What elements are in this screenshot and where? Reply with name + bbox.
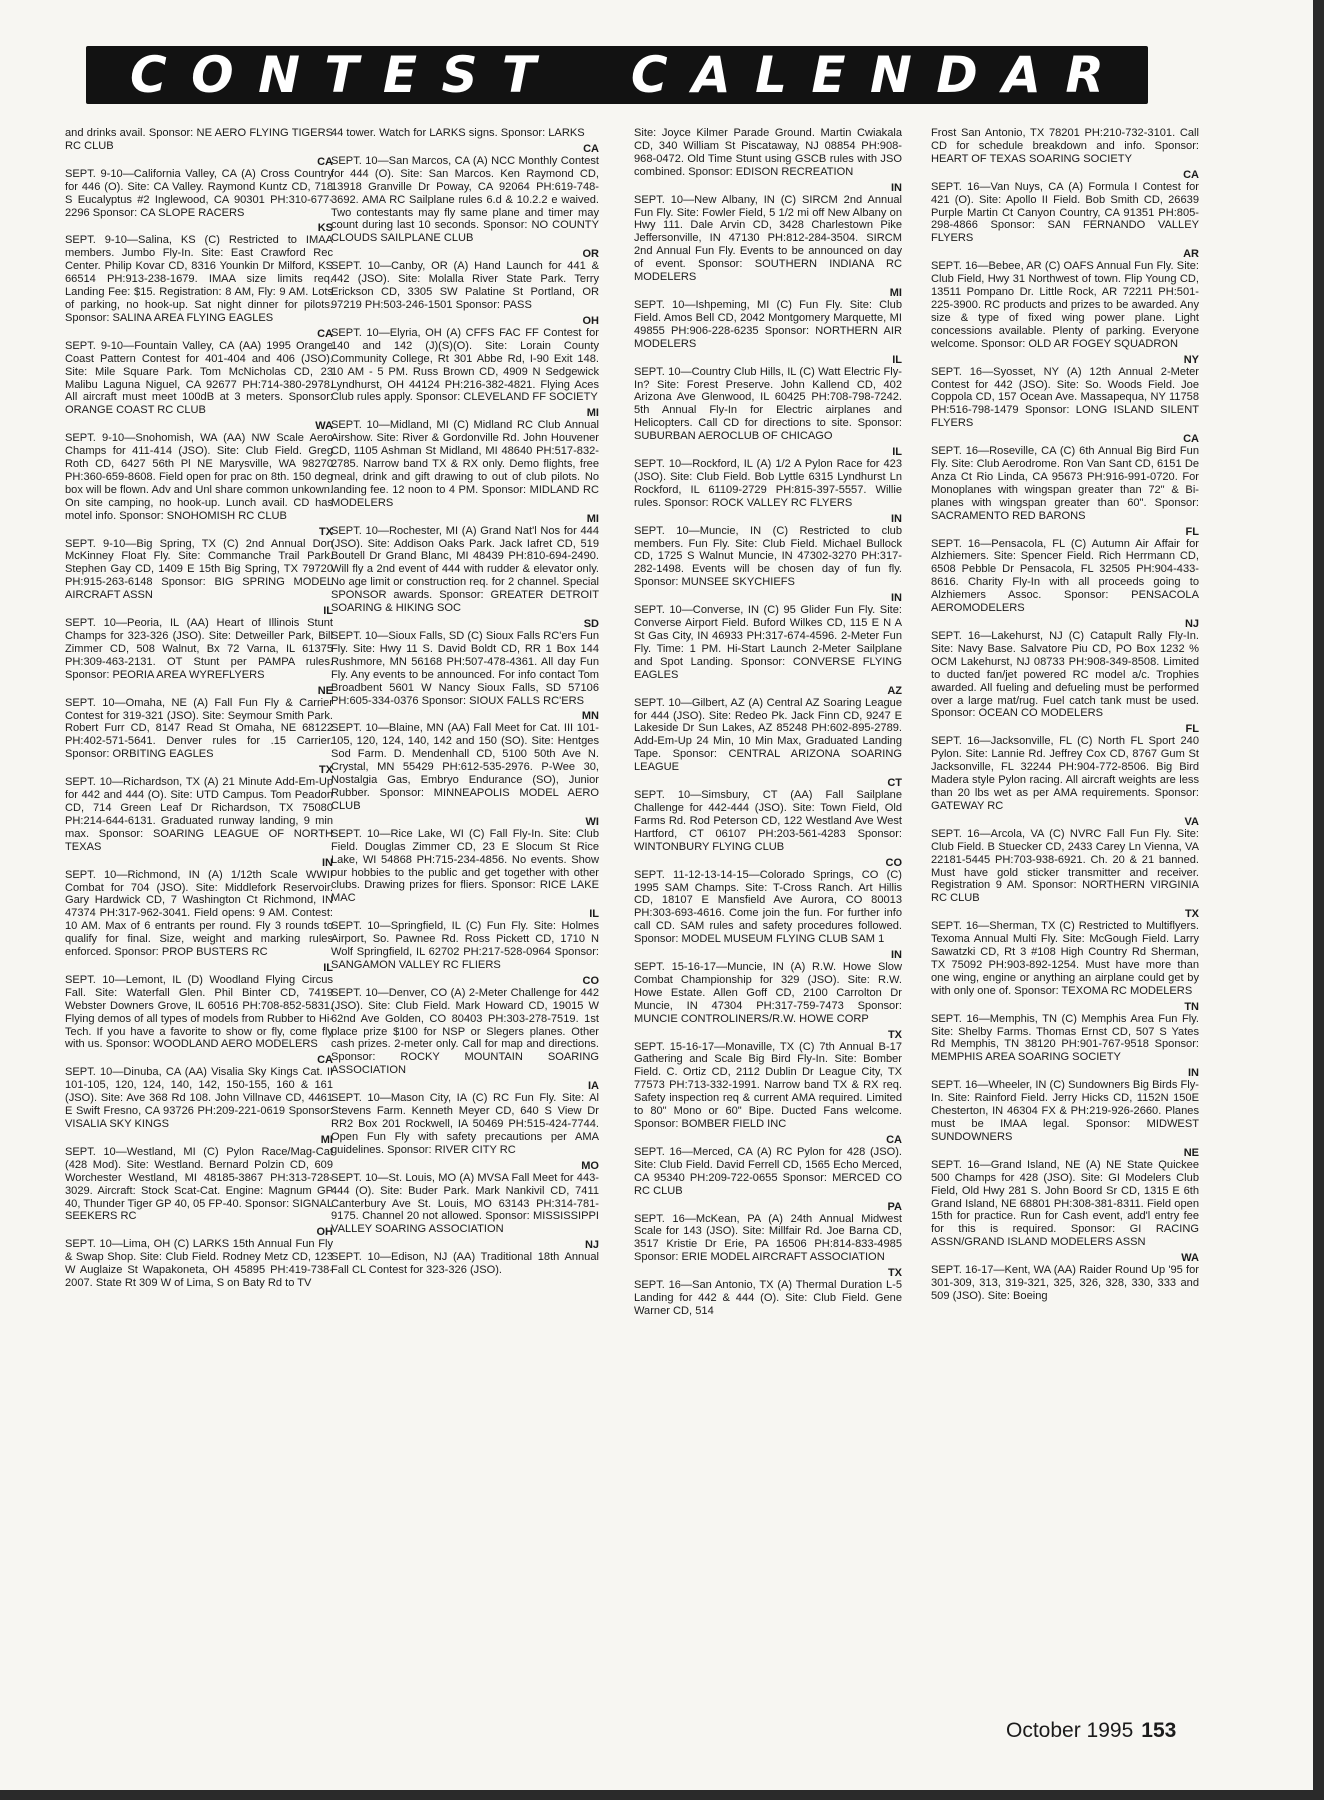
state-heading: MN xyxy=(581,710,599,723)
contest-entry: SEPT. 10—New Albany, IN (C) SIRCM 2nd Annual Fun Fly. Site: Fowler Field, 5 1/2 mi off New Albany on Hwy 111. Dale Arvin CD, 3428 Charlestown Pike Jeffersonville, IN 47130 PH:812-284-3504. SIRCM 2nd Annual Fun Fly. Events to be announced on day of event. Sponsor: SOUTHERN INDIANA RC MODELERS xyxy=(634,193,902,284)
state-heading: TX xyxy=(318,764,333,777)
state-heading: NE xyxy=(317,684,333,697)
contest-entry: SEPT. 10—Edison, NJ (AA) Traditional 18th Annual Fall CL Contest for 323-326 (JSO). xyxy=(331,1251,599,1277)
state-heading: AR xyxy=(1183,248,1199,261)
state-heading: IL xyxy=(323,605,333,618)
contest-entry: SEPT. 10—Dinuba, CA (AA) Visalia Sky Kings Cat. II 101-105, 120, 124, 140, 142, 150-155, 160 & 161 (JSO). Site: Ave 368 Rd 108. John Villnave CD, 4461 E Swift Fresno, CA 93726 PH:209-221-0619 Sponsor: VISALIA SKY KINGS xyxy=(65,1066,333,1130)
contest-entry: SEPT. 10—Elyria, OH (A) CFFS FAC FF Contest for 140 and 142 (J)(S)(O). Site: Lorain County Community College, Rt 301 Abbe Rd, I-90 Exit 148. 10 AM - 5 PM. Russ Brown CD, 4909 N Sedgewick Lyndhurst, OH 44124 PH:216-382-4821. Flying Aces Club rules apply. Sponsor: CLEVELAND FF SOCIETY xyxy=(331,326,599,404)
state-heading: IN xyxy=(891,592,902,605)
state-heading: IN xyxy=(891,949,902,962)
state-heading: CA xyxy=(317,155,333,168)
contest-entry: 44 tower. Watch for LARKS signs. Sponsor: LARKS xyxy=(331,127,585,139)
contest-entry: SEPT. 10—Blaine, MN (AA) Fall Meet for Cat. III 101-105, 120, 124, 140, 142 and 150 (SO). Site: Hentges Sod Farm. D. Mendenhall CD, 5100 50th Ave N. Crystal, MN 55429 PH:612-535-2976. P-Wee 30, Nostalgia Gas, Embryo Endurance (SO), Junior Rubber. Sponsor: MINNEAPOLIS MODEL AERO CLUB xyxy=(331,722,599,812)
contest-entry: SEPT. 10—Denver, CO (A) 2-Meter Challenge for 442 (JSO). Site: Club Field. Mark Howard CD, 19015 W 62nd Ave Golden, CO 80403 PH:303-278-7519. 1st place prize $100 for NSP or Slegers planes. Other cash prizes. 2-meter only. Call for map and directions. Sponsor: ROCKY MOUNTAIN SOARING ASSOCIATION xyxy=(331,986,599,1077)
state-heading: SD xyxy=(583,618,599,630)
page-footer xyxy=(1006,1719,1176,1743)
state-heading: CA xyxy=(886,1133,902,1146)
state-heading: OH xyxy=(582,314,599,327)
state-heading: CO xyxy=(885,856,902,869)
contest-entry: SEPT. 16—Syosset, NY (A) 12th Annual 2-Meter Contest for 442 (JSO). Site: So. Woods Field. Joe Coppola CD, 157 Ocean Ave. Massapequa, NY 11758 PH:516-798-1479 Sponsor: LONG ISLAND SILENT FLYERS xyxy=(931,365,1199,430)
state-heading: MO xyxy=(581,1159,599,1172)
contest-entry: SEPT. 16—Wheeler, IN (C) Sundowners Big Birds Fly-In. Site: Rainford Field. Jerry Hicks CD, 1152N 150E Chesterton, IN 46304 FX & PH:219-926-2660. Planes must be IMAA legal. Sponsor: MIDWEST SUNDOWNERS xyxy=(931,1079,1199,1143)
state-heading: NE xyxy=(1183,1146,1199,1159)
state-heading: CA xyxy=(317,1054,333,1067)
state-heading: TX xyxy=(1184,908,1199,921)
contest-entry: SEPT. 10—Springfield, IL (C) Fun Fly. Site: Holmes Airport, So. Pawnee Rd. Ross Pickett CD, 1710 N Wolf Springfield, IL 62702 PH:217-528-0964 Sponsor: SANGAMON VALLEY RC FLIERS xyxy=(331,920,599,971)
state-heading: PA xyxy=(887,1200,902,1213)
contest-entry: SEPT. 9-10—Snohomish, WA (AA) NW Scale Aero Champs for 411-414 (JSO). Site: Club Field. Greg Roth CD, 6427 56th Pl NE Marysville, WA 98270 PH:360-659-8608. Field open for prac on 8th. 150 deg box will be flown. Adv and Unl share common unkown. On site camping, no hook-up. Lunch avail. CD has motel info. Sponsor: SNOHOMISH RC CLUB xyxy=(65,432,333,522)
contest-entry: SEPT. 10—Westland, MI (C) Pylon Race/Mag-Cat (428 Mod). Site: Westland. Bernard Polzin CD, 609 Worchester Westland, MI 48185-3867 PH:313-728-3029. Aircraft: Stock Scat-Cat. Engine: Magnum GP 40, Thunder Tiger GP 40, 05 FP-40. Sponsor: SIGNAL SEEKERS RC xyxy=(65,1145,333,1223)
state-heading: WI xyxy=(585,815,599,828)
calendar-column-4 xyxy=(931,127,1199,1306)
state-heading: NJ xyxy=(584,1239,599,1252)
state-heading: VA xyxy=(1184,815,1199,828)
contest-entry: SEPT. 10—Rice Lake, WI (C) Fall Fly-In. Site: Club Field. Douglas Zimmer CD, 23 E Slocum St Rice Lake, WI 54868 PH:715-234-4856. No events. Show our hobbies to the public and get together with other clubs. Drawing prizes for fliers. Sponsor: RICE LAKE MAC xyxy=(331,827,599,905)
banner-letter: C xyxy=(130,46,167,104)
banner-letter: E xyxy=(382,46,418,104)
state-heading: TX xyxy=(887,1028,902,1041)
contest-entry: SEPT. 10—Canby, OR (A) Hand Launch for 441 & 442 (JSO). Site: Molalla River State Park. Terry Erickson CD, 3305 SW Palatine St Portland, OR 97219 PH:503-246-1501 Sponsor: PASS xyxy=(331,260,599,311)
banner-letter: O xyxy=(191,46,234,104)
contest-entry: SEPT. 9-10—Big Spring, TX (C) 2nd Annual Don McKinney Float Fly. Site: Commanche Trail Park. Stephen Gay CD, 1409 E 15th Big Spring, TX 79720 PH:915-263-6148 Sponsor: BIG SPRING MODEL AIRCRAFT ASSN xyxy=(65,537,333,602)
calendar-column-1 xyxy=(65,127,333,1293)
page-number: 153 xyxy=(1141,1719,1177,1742)
banner-letter: N xyxy=(258,46,300,104)
contest-entry: SEPT. 16—Arcola, VA (C) NVRC Fall Fun Fly. Site: Club Field. B Stuecker CD, 2433 Carey Ln Vienna, VA 22181-5445 PH:703-938-6921. Ch. 20 & 21 banned. Must have gold sticker transmitter and receiver. Registration 9 AM. Sponsor: NORTHERN VIRGINIA RC CLUB xyxy=(931,827,1199,905)
contest-entry: SEPT. 16-17—Kent, WA (AA) Raider Round Up '95 for 301-309, 313, 319-321, 325, 326, 328, 330, 333 and 509 (JSO). Site: Boeing xyxy=(931,1264,1199,1302)
state-heading: IL xyxy=(323,961,333,974)
state-heading: NY xyxy=(1183,353,1199,366)
state-heading: IN xyxy=(891,181,902,194)
contest-entry: SEPT. 10—Peoria, IL (AA) Heart of Illinois Stunt Champs for 323-326 (JSO). Site: Detweiller Park, Bill Zimmer CD, 508 Walnut, Bx 72 Varna, IL 61375 PH:309-463-2131. OT Stunt per PAMPA rules. Sponsor: PEORIA AREA WYREFLYERS xyxy=(65,617,333,681)
contest-entry: SEPT. 11-12-13-14-15—Colorado Springs, CO (C) 1995 SAM Champs. Site: T-Cross Ranch. Art Hillis CD, 18107 E Mansfield Ave Aurora, CO 80013 PH:303-693-4616. Come join the fun. For further info call CD. SAM rules and safety procedures followed. Sponsor: MODEL MUSEUM FLYING CLUB SAM 1 xyxy=(634,868,902,946)
contest-entry: SEPT. 10—San Marcos, CA (A) NCC Monthly Contest for 444 (O). Site: San Marcos. Ken Raymond CD, 13918 Granville Dr Poway, CA 92064 PH:619-748-3692. AMA RC Sailplane rules 6.d & 10.2.2 e waived. Two contestants may fly same plane and timer may count during last 10 seconds. Sponsor: NO COUNTY CLOUDS SAILPLANE CLUB xyxy=(331,154,599,245)
contest-entry: SEPT. 15-16-17—Muncie, IN (A) R.W. Howe Slow Combat Championship for 329 (JSO). Site: R.W. Howe Estate. Allen Goff CD, 2100 Carrolton Dr Muncie, IN 47304 PH:317-759-7473 Sponsor: MUNCIE CONTROLINERS/R.W. HOWE CORP xyxy=(634,961,902,1025)
banner-letter: T xyxy=(501,46,536,104)
contest-entry: SEPT. 10—Mason City, IA (C) RC Fun Fly. Site: Al Stevens Farm. Kenneth Meyer CD, 640 S View Dr RR2 Box 201 Rockwell, IA 50469 PH:515-424-7744. Open Fun Fly with safety precautions per AMA guidelines. Sponsor: RIVER CITY RC xyxy=(331,1092,599,1156)
state-heading: MI xyxy=(586,407,599,420)
contest-entry: SEPT. 10—Richmond, IN (A) 1/12th Scale WWII Combat for 704 (JSO). Site: Middlefork Reservoir. Gary Hardwick CD, 7 Washington Ct Richmond, IN 47374 PH:317-962-3041. Field opens: 9 AM. Contest: 10 AM. Max of 6 entrants per round. Fly 3 rounds to qualify for final. Size, weight and marking rules enforced. Sponsor: PROP BUSTERS RC xyxy=(65,868,333,959)
contest-entry: SEPT. 10—Converse, IN (C) 95 Glider Fun Fly. Site: Converse Airport Field. Buford Wilkes CD, 115 E N A St Gas City, IN 46933 PH:317-674-4596. 2-Meter Fun Fly. Time: 1 PM. Hi-Start Launch 2-Meter Sailplane and Spot Landing. Sponsor: CONVERSE FLYING EAGLES xyxy=(634,604,902,681)
contest-entry: SEPT. 10—Sioux Falls, SD (C) Sioux Falls RC'ers Fun Fly. Site: Hwy 11 S. David Boldt CD, RR 1 Box 144 Rushmore, MN 56168 PH:507-478-4361. All day Fun Fly. Any events to be announced. For info contact Tom Broadbent 5601 W Nancy Sioux Falls, SD 57106 PH:605-334-0376 Sponsor: SIOUX FALLS RC'ERS xyxy=(331,630,599,707)
contest-entry: SEPT. 16—San Antonio, TX (A) Thermal Duration L-5 Landing for 442 & 444 (O). Site: Club Field. Gene Warner CD, 514 xyxy=(634,1279,902,1317)
banner-letter: N xyxy=(869,46,912,104)
state-heading: MI xyxy=(889,286,902,299)
state-heading: CA xyxy=(583,142,599,155)
state-heading: CA xyxy=(317,327,333,340)
contest-entry: SEPT. 16—Sherman, TX (C) Restricted to Multiflyers. Texoma Annual Multi Fly. Site: McGough Field. Larry Sawatzki CD, Rt 3 #108 High Country Rd Sherman, TX 75092 PH:903-892-1254. Must have more than one wing, engine or anything an airplane could get by with only one of. Sponsor: TEXOMA RC MODELERS xyxy=(931,920,1199,997)
state-heading: CO xyxy=(582,974,599,987)
contest-entry: SEPT. 9-10—California Valley, CA (A) Cross Country for 446 (O). Site: CA Valley. Raymond Kuntz CD, 718 S Eucalyptus #2 Inglewood, CA 90301 PH:310-677-2296 Sponsor: CA SLOPE RACERS xyxy=(65,167,333,219)
state-heading: IN xyxy=(322,856,333,869)
contest-entry: SEPT. 10—Rochester, MI (A) Grand Nat'l Nos for 444 (JSO). Site: Addison Oaks Park. Jack Iafret CD, 519 Boutell Dr Grand Blanc, MI 48439 PH:810-694-2490. Will fly a 2nd event of 444 with rudder & elevator only. No age limit or construction req. for 2 channel. Special SPONSOR awards. Sponsor: GREATER DETROIT SOARING & HIKING SOC xyxy=(331,524,599,615)
banner-letter: A xyxy=(691,46,731,104)
state-heading: OH xyxy=(316,1226,333,1239)
contest-entry: SEPT. 16—Jacksonville, FL (C) North FL Sport 240 Pylon. Site: Lannie Rd. Jeffrey Cox CD, 8767 Gum St Jacksonville, FL 32244 PH:904-772-8506. Big Bird Madera style Pylon racing. All aircraft weights are less than 20 lbs wet as per AMA requirements. Sponsor: GATEWAY RC xyxy=(931,735,1199,812)
page-bottom-shadow xyxy=(0,1790,1324,1800)
contest-entry: SEPT. 16—Lakehurst, NJ (C) Catapult Rally Fly-In. Site: Navy Base. Salvatore Piu CD, PO Box 1232 % OCM Lakehurst, NJ 08733 PH:908-349-8508. Limited to ducted fan/jet powered RC model a/c. Trophies awarded. All fueling and defueling must be performed over a large mat/rug. Fuel catch tank must be used. Sponsor: OCEAN CO MODELERS xyxy=(931,630,1199,720)
contest-entry: SEPT. 10—Midland, MI (C) Midland RC Club Annual Airshow. Site: River & Gordonville Rd. John Houvener CD, 1105 Ashman St Midland, MI 48640 PH:517-832-2785. Narrow band TX & RX only. Demo flights, free meal, drink and gift drawing to out of club pilots. No landing fee. 12 noon to 4 PM. Sponsor: MIDLAND RC MODELERS xyxy=(331,419,599,509)
contest-entry: SEPT. 9-10—Fountain Valley, CA (AA) 1995 Orange Coast Pattern Contest for 401-404 and 406 (JSO). Site: Mile Square Park. Tom McNicholas CD, 23 Malibu Laguna Niguel, CA 92677 PH:714-380-2978. All aircraft must meet 100dB at 3 meters. Sponsor: ORANGE COAST RC CLUB xyxy=(65,339,333,417)
state-heading: MI xyxy=(586,512,599,525)
banner-letter: T xyxy=(324,46,359,104)
state-heading: IN xyxy=(1188,1067,1199,1080)
state-heading: KS xyxy=(317,222,333,235)
contest-entry: SEPT. 16—Grand Island, NE (A) NE State Quickee 500 Champs for 428 (JSO). Site: GI Modelers Club Field, Old Hwy 281 S. John Boord Sr CD, 1315 E 6th Grand Island, NE 68801 PH:308-381-8311. Field open 15th for practice. Run for Cash event, add'l entry fee for this is required. Sponsor: GI RACING ASSN/GRAND ISLAND MODELERS ASSN xyxy=(931,1158,1199,1249)
state-heading: TN xyxy=(1184,1000,1199,1013)
banner-letter: D xyxy=(936,46,978,104)
contest-entry: SEPT. 10—Gilbert, AZ (A) Central AZ Soaring League for 444 (JSO). Site: Redeo Pk. Jack Finn CD, 9247 E Lakeside Dr Sun Lakes, AZ 85248 PH:602-895-2789. Add-Em-Up 24 Min, 10 Min Max, Graduated Landing Tape. Sponsor: CENTRAL ARIZONA SOARING LEAGUE xyxy=(634,696,902,774)
state-heading: WA xyxy=(1181,1252,1199,1265)
contest-entry: Frost San Antonio, TX 78201 PH:210-732-3101. Call CD for schedule breakdown and info. Sponsor: HEART OF TEXAS SOARING SOCIETY xyxy=(931,127,1199,165)
state-heading: MI xyxy=(320,1133,333,1146)
contest-entry: SEPT. 10—Lima, OH (C) LARKS 15th Annual Fun Fly & Swap Shop. Site: Club Field. Rodney Metz CD, 123 W Auglaize St Wapakoneta, OH 45895 PH:419-738-2007. State Rt 309 W of Lima, S on Baty Rd to TV xyxy=(65,1238,333,1290)
banner-letter: R xyxy=(1065,46,1104,104)
banner-letter: A xyxy=(1002,46,1041,104)
state-heading: FL xyxy=(1185,525,1199,538)
state-heading: IL xyxy=(892,446,902,459)
contest-entry: SEPT. 16—McKean, PA (A) 24th Annual Midwest Scale for 143 (JSO). Site: Millfair Rd. Joe Barna CD, 3517 Kristie Dr Erie, PA 16506 PH:814-833-4985 Sponsor: ERIE MODEL AIRCRAFT ASSOCIATION xyxy=(634,1212,902,1264)
banner-letter: L xyxy=(755,46,787,104)
contest-entry: SEPT. 16—Pensacola, FL (C) Autumn Air Affair for Alzhiemers. Site: Spencer Field. Rich Herrmann CD, 6508 Pebble Dr Pensacola, FL 32505 PH:904-433-8616. Charity Fly-In with all proceeds going to Alzhiemers Assoc. Sponsor: PENSACOLA AEROMODELERS xyxy=(931,537,1199,615)
contest-entry: SEPT. 10—Ishpeming, MI (C) Fun Fly. Site: Club Field. Amos Bell CD, 2042 Montgomery Marquette, MI 49855 PH:906-228-6235 Sponsor: NORTHERN AIR MODELERS xyxy=(634,298,902,350)
page-edge-shadow xyxy=(1313,0,1324,1800)
state-heading: NJ xyxy=(1184,618,1199,630)
contest-entry: SEPT. 10—St. Louis, MO (A) MVSA Fall Meet for 443-444 (O). Site: Buder Park. Mark Nankivil CD, 7411 Canterbury Ave St. Louis, MO 63143 PH:314-781-9175. Channel 20 not allowed. Sponsor: MISSISSIPPI VALLEY SOARING ASSOCIATION xyxy=(331,1171,599,1236)
state-heading: WA xyxy=(315,420,333,433)
state-heading: IA xyxy=(588,1080,599,1093)
state-heading: CA xyxy=(1183,168,1199,181)
state-heading: IL xyxy=(892,353,902,366)
contest-entry: SEPT. 10—Muncie, IN (C) Restricted to club members. Fun Fly. Site: Club Field. Michael Bullock CD, 1725 S Walnut Muncie, IN 47302-3270 PH:317-282-1498. Events will be chosen day of fun fly. Sponsor: MUNSEE SKYCHIEFS xyxy=(634,524,902,589)
contest-entry: SEPT. 16—Bebee, AR (C) OAFS Annual Fun Fly. Site: Club Field, Hwy 31 Northwest of town. Flip Young CD, 13511 Pompano Dr. Little Rock, AR 72211 PH:501-225-3900. RC products and prizes to be awarded. Any size & type of fixed wing power plane. Light concessions available. Plenty of parking. Everyone welcome. Sponsor: OLD AR FOGEY SQUADRON xyxy=(931,260,1199,350)
state-heading: CT xyxy=(887,777,902,790)
contest-entry: SEPT. 10—Lemont, IL (D) Woodland Flying Circus Fall. Site: Waterfall Glen. Phil Binter CD, 7419 Webster Downers Grove, IL 60516 PH:708-852-5831. Flying demos of all types of models from Rubber to Hi-Tech. If you have a favorite to show or fly, come fly with us. Sponsor: WOODLAND AERO MODELERS xyxy=(65,973,333,1051)
state-heading: TX xyxy=(318,525,333,538)
banner-letter: E xyxy=(811,46,846,104)
contest-entry: SEPT. 16—Merced, CA (A) RC Pylon for 428 (JSO). Site: Club Field. David Ferrell CD, 1565 Echo Merced, CA 95340 PH:209-722-0655 Sponsor: MERCED CO RC CLUB xyxy=(634,1145,902,1197)
contest-entry: SEPT. 16—Memphis, TN (C) Memphis Area Fun Fly. Site: Shelby Farms. Thomas Ernst CD, 507 S Yates Rd Memphis, TN 38120 PH:901-767-9518 Sponsor: MEMPHIS AREA SOARING SOCIETY xyxy=(931,1012,1199,1064)
calendar-column-3 xyxy=(634,127,902,1321)
contest-calendar-banner xyxy=(86,46,1148,104)
contest-entry: SEPT. 16—Van Nuys, CA (A) Formula I Contest for 421 (O). Site: Apollo II Field. Bob Smith CD, 26639 Purple Martin Ct Canyon Country, CA 91351 PH:805-298-4866 Sponsor: SAN FERNANDO VALLEY FLYERS xyxy=(931,180,1199,245)
state-heading: IL xyxy=(589,908,599,921)
state-heading: CA xyxy=(1183,433,1199,446)
state-heading: IN xyxy=(891,512,902,525)
contest-entry: and drinks avail. Sponsor: NE AERO FLYING TIGERS RC CLUB xyxy=(65,127,333,152)
state-heading: TX xyxy=(887,1267,902,1280)
banner-letter: S xyxy=(441,46,478,104)
contest-entry: SEPT. 10—Omaha, NE (A) Fall Fun Fly & Carrier Contest for 319-321 (JSO). Site: Seymour Smith Park. Robert Furr CD, 8147 Read St Omaha, NE 68122 PH:402-571-5641. Denver rules for .15 Carrier. Sponsor: ORBITING EAGLES xyxy=(65,696,333,761)
contest-entry: SEPT. 10—Country Club Hills, IL (C) Watt Electric Fly-In? Site: Forest Preserve. John Kallend CD, 402 Arizona Ave Glenwood, IL 60425 PH:708-798-7242. 5th Annual Fly-In for Electric airplanes and Helicopters. Call CD for directions to site. Sponsor: SUBURBAN AEROCLUB OF CHICAGO xyxy=(634,365,902,443)
state-heading: OR xyxy=(582,248,599,261)
issue-date: October 1995 xyxy=(1006,1719,1134,1742)
contest-entry: SEPT. 10—Simsbury, CT (AA) Fall Sailplane Challenge for 442-444 (JSO). Site: Town Field, Old Farms Rd. Rod Peterson CD, 122 Westland Ave West Hartford, CT 06107 PH:203-561-4283 Sponsor: WINTONBURY FLYING CLUB xyxy=(634,789,902,853)
state-heading: AZ xyxy=(887,684,902,697)
contest-entry: SEPT. 10—Rockford, IL (A) 1/2 A Pylon Race for 423 (JSO). Site: Club Field. Bob Lyttle 6315 Lyndhurst Ln Rockford, IL 61109-2729 PH:815-397-5557. Willie rules. Sponsor: ROCK VALLEY RC FLYERS xyxy=(634,458,902,509)
contest-entry: SEPT. 16—Roseville, CA (C) 6th Annual Big Bird Fun Fly. Site: Club Aerodrome. Ron Van Sant CD, 6151 De Anza Ct Rio Linda, CA 95673 PH:916-991-0720. For Monoplanes with wingspan greater than 72" & Bi-planes with wingspan greater than 60". Sponsor: SACRAMENTO RED BARONS xyxy=(931,445,1199,522)
contest-entry: SEPT. 15-16-17—Monaville, TX (C) 7th Annual B-17 Gathering and Scale Big Bird Fly-In. Site: Bomber Field. C. Ortiz CD, 2112 Dublin Dr League City, TX 77573 PH:713-332-1991. Narrow band TX & RX req. Safety inspection req & current AMA required. Limited to 80" Mono or 60" Bipe. Ducted Fans welcome. Sponsor: BOMBER FIELD INC xyxy=(634,1040,902,1130)
calendar-column-2 xyxy=(331,127,599,1280)
contest-entry: SEPT. 10—Richardson, TX (A) 21 Minute Add-Em-Up for 442 and 444 (O). Site: UTD Campus. Tom Peadon CD, 714 Green Leaf Dr Richardson, TX 75080 PH:214-644-6131. Graduated runway landing, 9 min max. Sponsor: SOARING LEAGUE OF NORTH TEXAS xyxy=(65,776,333,853)
banner-letter: C xyxy=(630,46,668,104)
state-heading: FL xyxy=(1185,723,1199,736)
contest-entry: Site: Joyce Kilmer Parade Ground. Martin Cwiakala CD, 340 William St Piscataway, NJ 08854 PH:908-968-0472. Old Time Stunt using GSCB rules with JSO combined. Sponsor: EDISON RECREATION xyxy=(634,127,902,178)
contest-entry: SEPT. 9-10—Salina, KS (C) Restricted to IMAA members. Jumbo Fly-In. Site: East Crawford Rec Center. Philip Kovar CD, 8316 Younkin Dr Milford, KS 66514 PH:913-238-1679. IMAA size limits req. Landing Fee: $15. Registration: 8 AM, Fly: 9 AM. Lots of parking, no hook-up. Sat night dinner for pilots. Sponsor: SALINA AREA FLYING EAGLES xyxy=(65,234,333,324)
